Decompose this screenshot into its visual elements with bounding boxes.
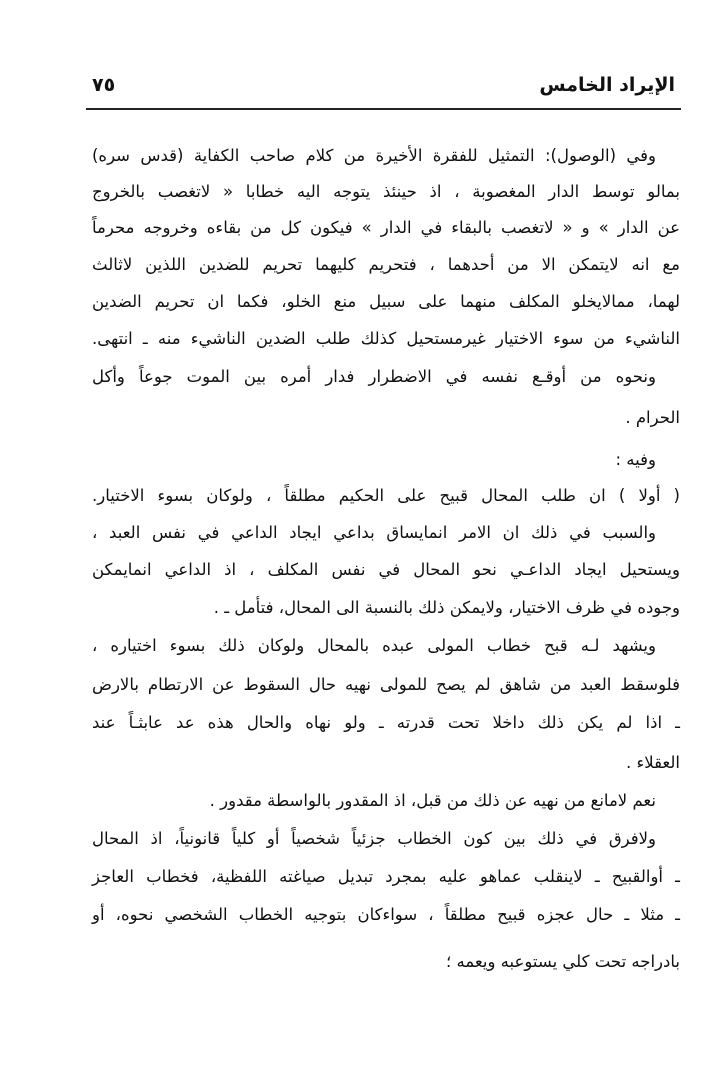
text-line: الحرام . — [625, 408, 680, 427]
text-line: ـ اذا لم يكن ذلك داخلا تحت قدرته ـ ولو نهاه والحال هذه عد عابثـاً عند — [92, 713, 680, 732]
text-line: نعم لامانع من نهيه عن ذلك من قبل، اذ المقدور بالواسطة مقدور . — [209, 791, 656, 810]
text-line: ( أولا ) ان طلب المحال قبيح على الحكيم مطلقاً ، ولوكان بسوء الاختيار. — [92, 486, 680, 505]
text-line: مع انه لايتمكن الا من أحدهما ، فتحريم كليهما تحريم للضدين اللذين لاثالث — [92, 255, 680, 274]
text-line: ونحوه من أوقـع نفسه في الاضطرار فدار أمره بين الموت جوعاً وأكل — [92, 367, 656, 386]
text-line: عن الدار » و « لاتغصب بالبقاء في الدار » فيكون كل من بقاءه وخروجه محرماً — [92, 218, 680, 237]
text-line: بادراجه تحت كلي يستوعبه ويعمه ؛ — [446, 952, 680, 971]
text-line: وفيه : — [615, 450, 656, 469]
text-line: الناشيء من سوء الاختيار غيرمستحيل كذلك طلب الضدين الناشيء منه ـ انتهى. — [92, 329, 680, 348]
text-line: ـ مثلا ـ حال عجزه قبيح مطلقاً ، سواءكان بتوجيه الخطاب الشخصي نحوه، أو — [92, 905, 680, 924]
page-number: ٧٥ — [92, 74, 116, 96]
text-line: لهما، ممالايخلو المكلف منهما على سبيل منع الخلو، فكما ان تحريم الضدين — [92, 292, 680, 311]
header-rule — [86, 108, 681, 110]
text-line: ويستحيل ايجاد الداعـي نحو المحال في نفس المكلف ، اذ الداعي انمايمكن — [92, 560, 680, 579]
text-line: العقلاء . — [625, 753, 680, 772]
text-line: بمالو توسط الدار المغصوبة ، اذ حينئذ يتوجه اليه خطابا « لاتغصب بالخروج — [92, 182, 680, 201]
text-line: ـ أوالقبيح ـ لاينقلب عماهو عليه بمجرد تبديل صياغته اللفظية، فخطاب العاجز — [92, 867, 680, 886]
running-title: الإيراد الخامس — [539, 74, 675, 96]
text-line: وجوده في ظرف الاختيار، ولايمكن ذلك بالنسبة الى المحال، فتأمل ـ . — [213, 598, 680, 617]
text-line: ويشهد لـه قبح خطاب المولى عبده بالمحال ولوكان ذلك بسوء اختياره ، — [92, 636, 656, 655]
text-line: وفي (الوصول): التمثيل للفقرة الأخيرة من كلام صاحب الكفاية (قدس سره) — [92, 146, 656, 165]
text-line: والسبب في ذلك ان الامر انمايساق بداعي ايجاد الداعي في نفس العبد ، — [92, 523, 656, 542]
text-line: ولافرق في ذلك بين كون الخطاب جزئياً شخصياً أو كلياً قانونياً، اذ المحال — [92, 829, 656, 848]
text-line: فلوسقط العبد من شاهق لم يصح للمولى نهيه حال السقوط عن الارتطام بالارض — [92, 675, 680, 694]
